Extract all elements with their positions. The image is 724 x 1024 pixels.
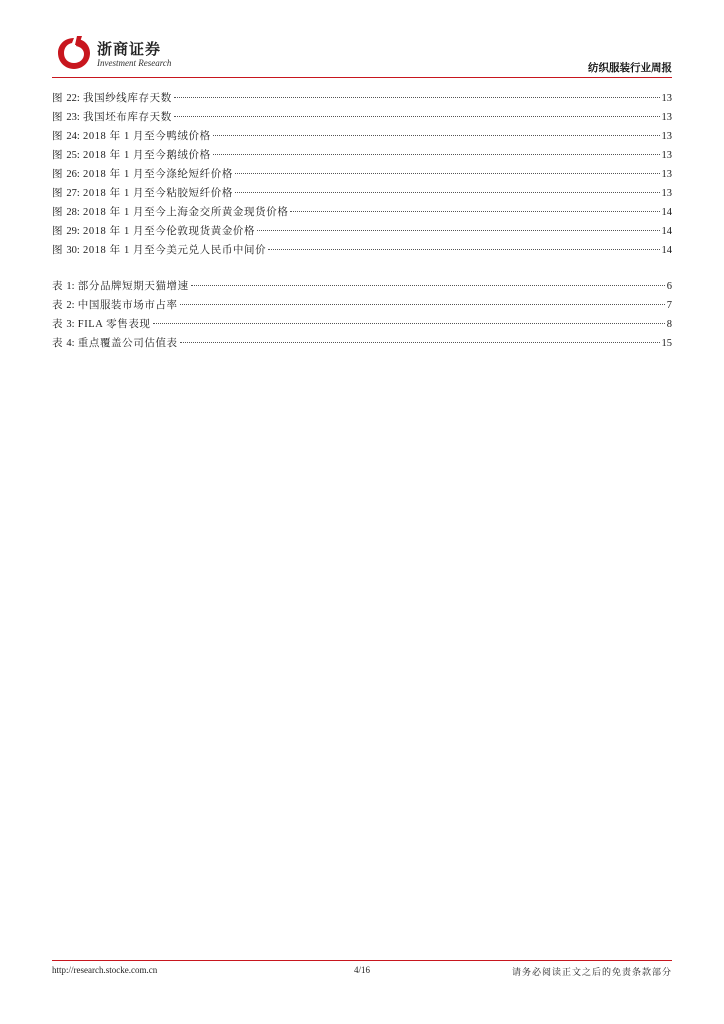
figure-entry-page-number: 14 [661,207,672,218]
section-gap [52,260,672,277]
dot-leader [180,304,665,305]
figure-entry-label [52,127,211,146]
figure-entry-page-number: 13 [661,131,672,142]
figure-entry-number: 23: [66,112,80,123]
figure-entry-label [52,203,288,222]
logo-english-name: Investment Research [97,58,172,68]
figure-entry-number: 30: [66,245,80,256]
figure-entry-prefix: 图 [52,245,64,256]
figure-entry-page-number: 13 [661,112,672,123]
table-entry-prefix: 表 [52,338,64,349]
table-entry-title: FILA 零售表现 [77,319,151,330]
table-entry-title: 部分品牌短期天猫增速 [77,281,189,292]
table-entry-prefix: 表 [52,281,64,292]
figure-entry-label [52,146,211,165]
figure-entry-page-number: 13 [661,188,672,199]
figure-entry-title: 2018 年 1 月至今上海金交所黄金现货价格 [83,207,289,218]
figure-entry-title: 我国纱线库存天数 [83,93,172,104]
figure-entry-prefix: 图 [52,150,64,161]
table-entry[interactable] [52,296,672,315]
footer-divider [52,960,672,961]
figure-entry-prefix: 图 [52,112,64,123]
dot-leader [174,116,660,117]
page-header [52,30,672,76]
figure-entry-prefix: 图 [52,207,64,218]
table-entry-prefix: 表 [52,300,64,311]
zheshang-logo-icon [55,36,93,72]
figure-entry[interactable] [52,222,672,241]
table-entry[interactable] [52,334,672,353]
table-entry-number: 4: [66,338,75,349]
figure-entry-page-number: 14 [661,226,672,237]
dot-leader [235,173,660,174]
figure-entry-page-number: 13 [661,93,672,104]
page-number: 4/16 [354,965,371,975]
figure-entry-prefix: 图 [52,188,64,199]
figure-entry-number: 25: [66,150,80,161]
table-entry-number: 1: [66,281,75,292]
company-logo [55,36,205,76]
figure-entry-title: 2018 年 1 月至今鸭绒价格 [83,131,211,142]
figure-entry-number: 29: [66,226,80,237]
table-entry-page-number: 6 [666,281,672,292]
dot-leader [191,285,665,286]
logo-chinese-name: 浙商证券 [97,40,162,58]
figure-entry-number: 28: [66,207,80,218]
dot-leader [235,192,660,193]
dot-leader [174,97,660,98]
figure-entry-title: 我国坯布库存天数 [83,112,172,123]
figure-entry[interactable] [52,146,672,165]
dot-leader [213,135,660,136]
table-list [52,277,672,353]
dot-leader [290,211,659,212]
figure-entry[interactable] [52,127,672,146]
table-entry-page-number: 8 [666,319,672,330]
figure-entry-number: 26: [66,169,80,180]
figure-entry-number: 27: [66,188,80,199]
figure-entry-label [52,184,233,203]
figure-entry-page-number: 13 [661,150,672,161]
table-entry-number: 3: [66,319,75,330]
dot-leader [268,249,659,250]
figure-entry-number: 24: [66,131,80,142]
figure-entry-label [52,222,255,241]
figure-entry-title: 2018 年 1 月至今涤纶短纤价格 [83,169,233,180]
figure-entry-label [52,241,266,260]
figure-entry[interactable] [52,184,672,203]
figure-entry-prefix: 图 [52,131,64,142]
figure-entry-title: 2018 年 1 月至今美元兑人民币中间价 [83,245,267,256]
dot-leader [180,342,660,343]
figure-entry-number: 22: [66,93,80,104]
page-footer [52,965,672,979]
figure-list [52,89,672,260]
table-entry-label [52,296,178,315]
figure-entry-prefix: 图 [52,93,64,104]
table-entry-title: 重点覆盖公司估值表 [77,338,178,349]
figure-entry-label [52,165,233,184]
figure-entry-label [52,108,172,127]
figure-entry[interactable] [52,89,672,108]
footer-website-link[interactable]: http://research.stocke.com.cn [52,965,158,975]
table-entry-label [52,315,151,334]
figure-entry[interactable] [52,241,672,260]
figure-entry-title: 2018 年 1 月至今粘胶短纤价格 [83,188,233,199]
table-entry-label [52,334,178,353]
table-entry[interactable] [52,277,672,296]
table-entry-page-number: 7 [666,300,672,311]
figure-entry-page-number: 13 [661,169,672,180]
table-entry-prefix: 表 [52,319,64,330]
figure-entry-page-number: 14 [661,245,672,256]
table-entry-number: 2: [66,300,75,311]
list-of-figures-and-tables [52,89,672,353]
table-entry-title: 中国服装市场市占率 [77,300,178,311]
dot-leader [257,230,659,231]
figure-entry[interactable] [52,108,672,127]
figure-entry[interactable] [52,203,672,222]
table-entry[interactable] [52,315,672,334]
figure-entry-prefix: 图 [52,226,64,237]
dot-leader [153,323,665,324]
report-category-title: 纺织服装行业周报 [588,62,672,74]
table-entry-label [52,277,189,296]
figure-entry-prefix: 图 [52,169,64,180]
figure-entry-label [52,89,172,108]
disclaimer-note: 请务必阅读正文之后的免责条款部分 [511,967,672,977]
table-entry-page-number: 15 [661,338,672,349]
header-divider [52,77,672,78]
figure-entry[interactable] [52,165,672,184]
dot-leader [213,154,660,155]
figure-entry-title: 2018 年 1 月至今鹅绒价格 [83,150,211,161]
figure-entry-title: 2018 年 1 月至今伦敦现货黄金价格 [83,226,256,237]
